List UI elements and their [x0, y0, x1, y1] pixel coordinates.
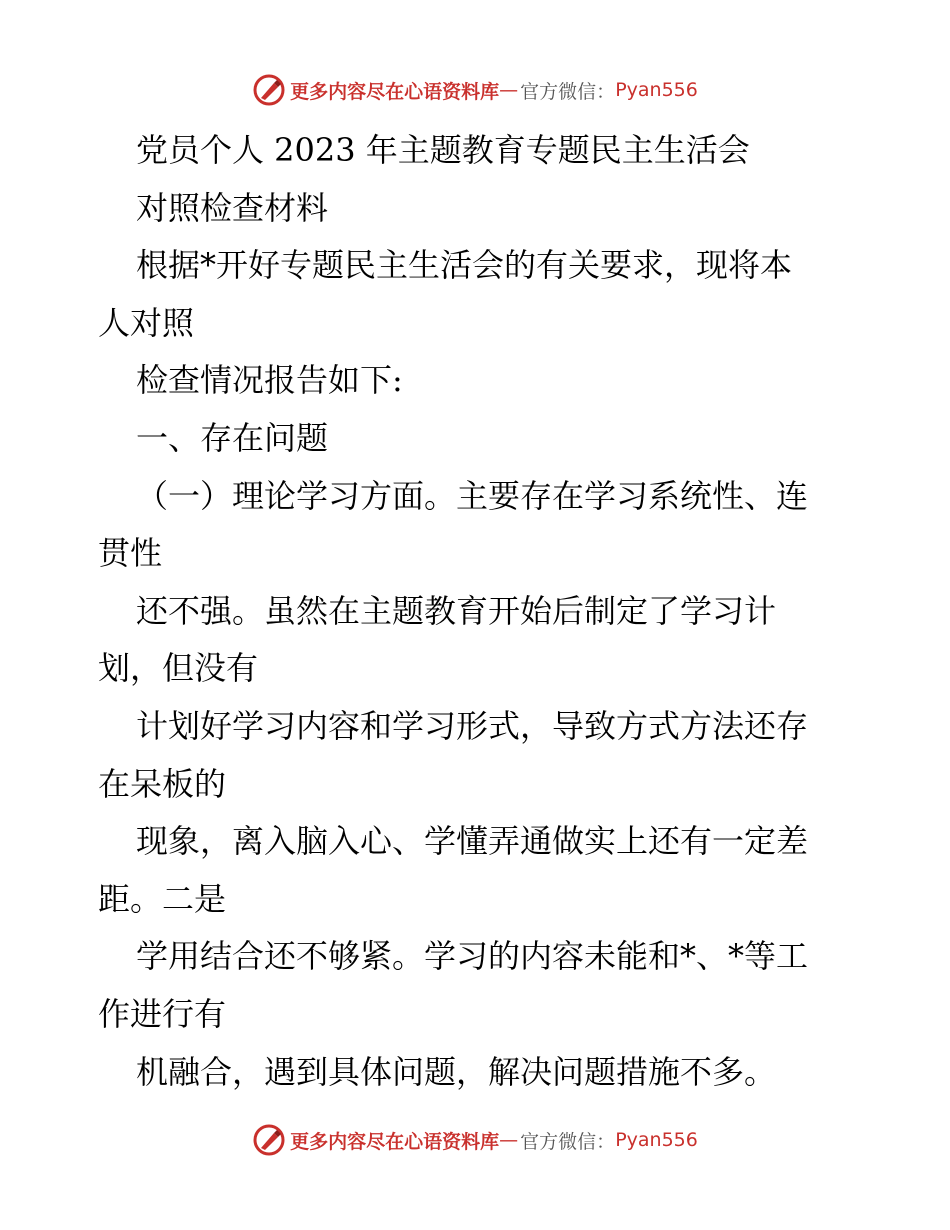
- document-line: 划，但没有: [98, 649, 259, 688]
- banner-dash: —: [499, 79, 519, 101]
- banner-dash: —: [499, 1129, 519, 1151]
- document-line: 计划好学习内容和学习形式，导致方式方法还存: [136, 706, 809, 745]
- footer-watermark-banner: [0, 1120, 950, 1160]
- pen-logo-icon: [252, 73, 286, 107]
- document-body: [98, 122, 858, 1101]
- document-line: 在呆板的: [98, 764, 227, 803]
- document-line: 对照检查材料: [136, 188, 329, 227]
- document-line: 检查情况报告如下:: [136, 361, 403, 400]
- document-line: 贯性: [98, 534, 163, 573]
- document-line: 现象，离入脑入心、学懂弄通做实上还有一定差: [136, 822, 809, 861]
- document-line: 一、存在问题: [136, 418, 329, 457]
- pen-logo-icon: [252, 1123, 286, 1157]
- banner-wechat-label: 官方微信：: [520, 80, 616, 103]
- banner-wechat-id: Pyan556: [615, 1129, 698, 1151]
- document-line: 人对照: [98, 303, 195, 342]
- banner-slogan: 更多内容尽在心语资料库: [290, 1130, 500, 1153]
- banner-slogan: 更多内容尽在心语资料库: [290, 80, 500, 103]
- document-line: 距。二是: [98, 879, 227, 918]
- document-line: 学用结合还不够紧。学习的内容未能和*、*等工: [136, 937, 809, 976]
- banner-wechat-id: Pyan556: [615, 79, 698, 101]
- banner-wechat-label: 官方微信：: [520, 1130, 616, 1153]
- header-watermark-banner: [0, 70, 950, 110]
- document-line: 根据*开好专题民主生活会的有关要求，现将本: [136, 246, 793, 285]
- document-line: 作进行有: [98, 994, 227, 1033]
- document-line: 还不强。虽然在主题教育开始后制定了学习计: [136, 591, 777, 630]
- document-line: 机融合，遇到具体问题，解决问题措施不多。: [136, 1052, 777, 1091]
- document-line: （一）理论学习方面。主要存在学习系统性、连: [136, 476, 809, 515]
- document-line: 党员个人 2023 年主题教育专题民主生活会: [136, 131, 750, 169]
